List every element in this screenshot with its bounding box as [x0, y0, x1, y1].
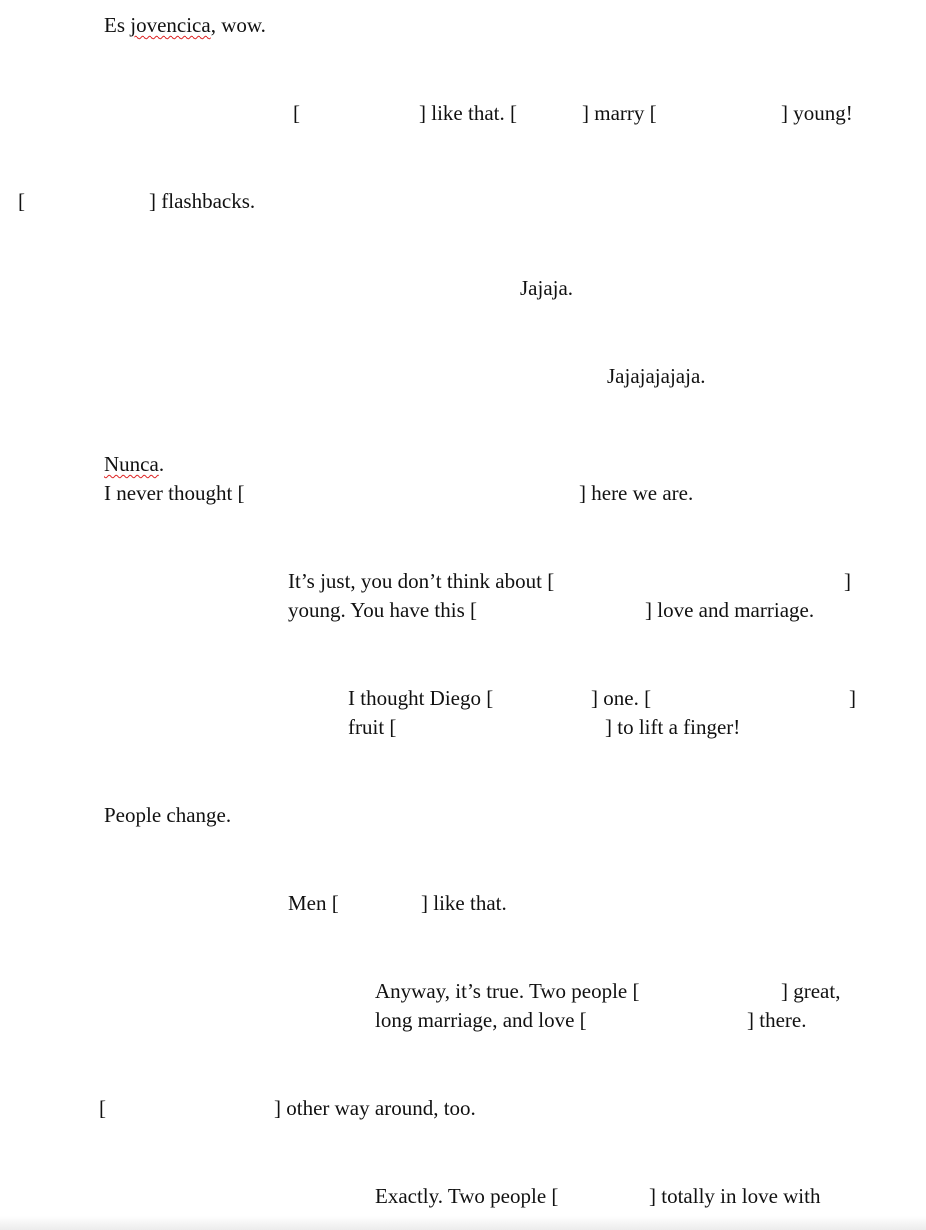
line-text: ] young!	[781, 101, 853, 125]
transcript-line	[591, 684, 651, 713]
transcript-line	[607, 362, 706, 391]
line-text: young. You have this [	[288, 598, 478, 622]
transcript-line	[288, 596, 477, 625]
transcript-line	[645, 596, 814, 625]
line-text: I never thought [	[104, 481, 245, 505]
line-text: long marriage, and love [	[375, 1008, 587, 1032]
line-text: Men [	[288, 891, 339, 915]
transcript-line	[582, 99, 657, 128]
transcript-line	[104, 450, 164, 479]
line-text: Jajajajajaja.	[607, 364, 706, 388]
line-text: ] marry [	[582, 101, 657, 125]
line-text: ] here we are.	[579, 481, 694, 505]
misspelled-word: jovencica	[130, 13, 211, 37]
line-text: Anyway, it’s true. Two people [	[375, 979, 640, 1003]
line-text: I thought Diego [	[348, 686, 494, 710]
line-text: It’s just, you don’t think about [	[288, 569, 555, 593]
line-text: ] to lift a finger!	[605, 715, 741, 739]
transcript-line	[520, 274, 573, 303]
transcript-line	[288, 567, 554, 596]
transcript-line	[649, 1182, 820, 1211]
transcript-line	[348, 713, 396, 742]
line-text: , wow.	[210, 13, 266, 37]
transcript-line	[419, 99, 517, 128]
line-text: ]	[844, 569, 851, 593]
line-text: Exactly. Two people [	[375, 1184, 559, 1208]
line-text: ] flashbacks.	[149, 189, 256, 213]
transcript-line	[274, 1094, 476, 1123]
transcript-line	[104, 479, 245, 508]
transcript-line	[849, 684, 856, 713]
transcript-line	[288, 889, 339, 918]
transcript-line	[375, 977, 639, 1006]
transcript-line	[375, 1006, 587, 1035]
line-text: ] love and marriage.	[645, 598, 815, 622]
line-text: [	[293, 101, 300, 125]
line-text: .	[158, 452, 165, 476]
transcript-line	[605, 713, 740, 742]
transcript-line	[99, 1094, 106, 1123]
line-text: ] like that. [	[419, 101, 517, 125]
transcript-line	[293, 99, 300, 128]
line-text: ] totally in love with	[649, 1184, 821, 1208]
transcript-line	[421, 889, 507, 918]
line-text: ] like that.	[421, 891, 507, 915]
line-text: [	[18, 189, 25, 213]
transcript-line	[747, 1006, 806, 1035]
transcript-line	[104, 801, 231, 830]
transcript-line	[18, 187, 25, 216]
line-text: ] other way around, too.	[274, 1096, 476, 1120]
line-text: [	[99, 1096, 106, 1120]
line-text: ] great,	[781, 979, 841, 1003]
line-text: Jajaja.	[520, 276, 574, 300]
transcript-line	[149, 187, 255, 216]
transcript-line	[579, 479, 693, 508]
line-text: ] there.	[747, 1008, 807, 1032]
transcript-line	[781, 977, 840, 1006]
transcript-line	[348, 684, 493, 713]
line-text: Es	[104, 13, 131, 37]
line-text: fruit [	[348, 715, 397, 739]
transcript-line	[781, 99, 853, 128]
transcript-line	[844, 567, 851, 596]
line-text: ] one. [	[591, 686, 652, 710]
page-bottom-edge	[0, 1216, 926, 1230]
transcript-line	[375, 1182, 558, 1211]
transcript-line	[104, 11, 266, 40]
line-text: People change.	[104, 803, 232, 827]
misspelled-word: Nunca	[104, 452, 159, 476]
line-text: ]	[849, 686, 856, 710]
